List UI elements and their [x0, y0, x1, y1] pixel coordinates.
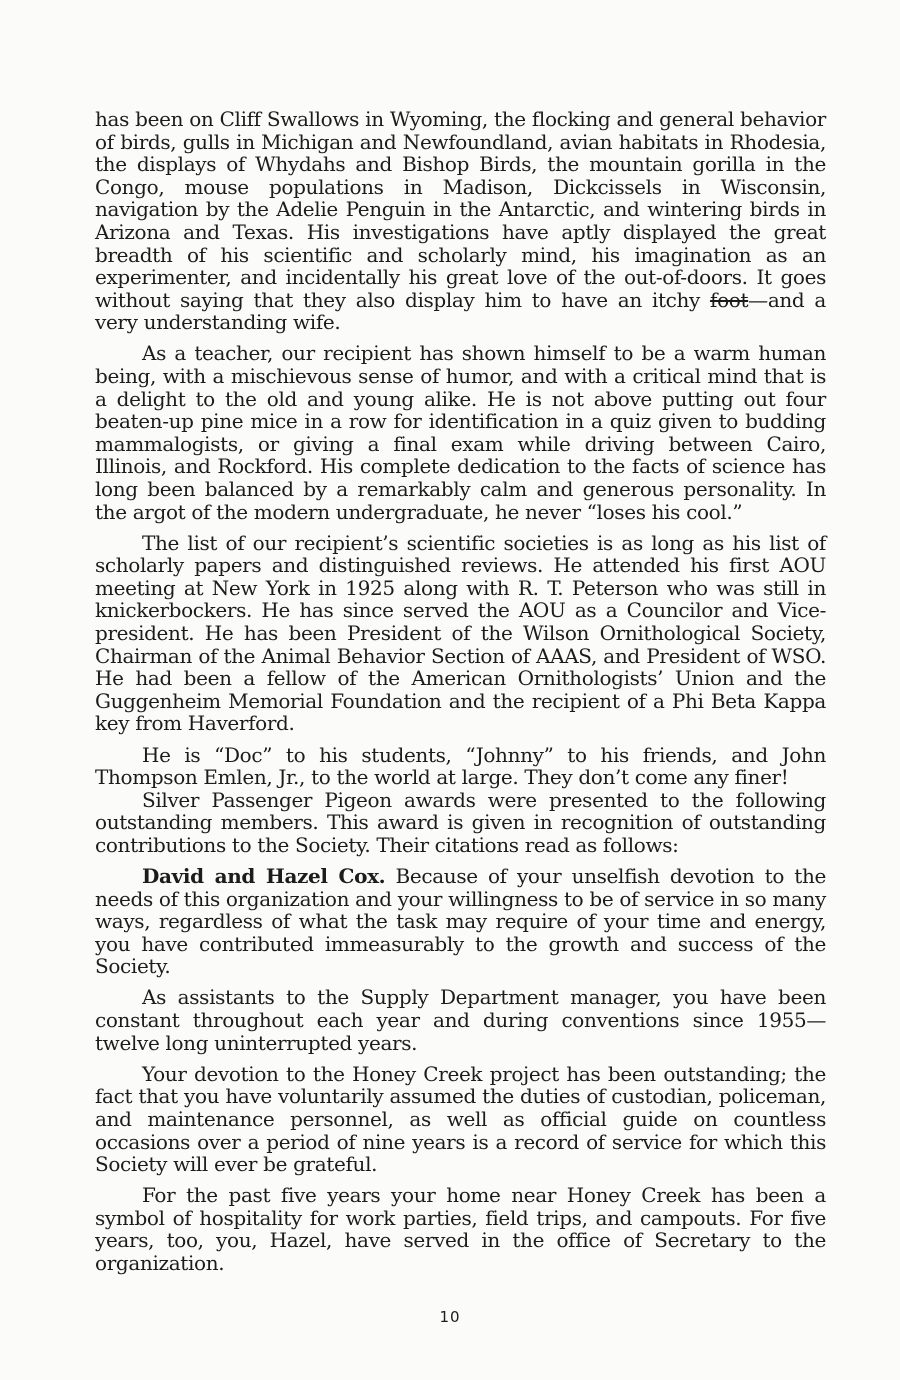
paragraph-text: has been on Cliff Swallows in Wyoming, the flocking and general behavior of birds, gulls in Michigan and Newfoundland, avian habitats in Rhodesia, the displays of Whydahs and Bishop Birds, the mountain gorilla in the Congo, mouse populations in Madison, Dickcissels in Wisconsin, navigation by the Adelie Penguin in the Antarctic, and wintering birds in Arizona and Texas. His investigations have aptly displayed the great breadth of his scientific and scholarly mind, his imagination as an experimenter, and incidentally his great love of the out-of-doors. It goes without saying that they also display him to have an itchy	[95, 107, 826, 312]
recipient-name: David and Hazel Cox.	[142, 864, 386, 888]
paragraph-text: —and a very understanding wife.	[95, 287, 827, 335]
struck-word: foot	[710, 287, 749, 312]
paragraph-supply-department: As assistants to the Supply Department manager, you have been constant throughout each year and during conventions since 1955—twelve long uninterrupted years.	[95, 985, 826, 1055]
paragraph-societies: The list of our recipient’s scientific societies is as long as his list of scholarly papers and distinguished reviews. He attended his first AOU meeting at New York in 1925 along with R. T. Peterson who was still in knickerbockers. He has since served the AOU as a Councilor and Vice-president. He has been President of the Wilson Ornithological Society, Chairman of the Animal Behavior Section of AAAS, and President of WSO. He had been a fellow of the American Ornithologists’ Union and the Guggenheim Memorial Foundation and the recipient of a Phi Beta Kappa key from Haverford.	[95, 530, 826, 736]
paragraph-cox-citation	[95, 865, 826, 978]
page-number: 10	[439, 1308, 461, 1326]
paragraph-doc: He is “Doc” to his students, “Johnny” to his friends, and John Thompson Emlen, Jr., to the world at large. They don’t come any finer!	[95, 742, 826, 790]
paragraph-awards-intro: Silver Passenger Pigeon awards were presented to the following outstanding members. This award is given in recognition of outstanding contributions to the Society. Their citations read as follows:	[95, 787, 826, 857]
paragraph-teacher: As a teacher, our recipient has shown himself to be a warm human being, with a mischievous sense of humor, and with a critical mind that is a delight to the old and young alike. He is not above putting out four beaten-up pine mice in a row for identification in a quiz given to budding mammalogists, or giving a final exam while driving between Cairo, Illinois, and Rockford. His complete dedication to the facts of science has long been balanced by a remarkably calm and generous personality. In the argot of the modern undergraduate, he never “loses his cool.”	[95, 341, 826, 524]
paragraph-honey-creek: Your devotion to the Honey Creek project has been outstanding; the fact that you have voluntarily assumed the duties of custodian, policeman, and maintenance personnel, as well as official guide on countless occasions over a period of nine years is a record of service for which this Society will ever be grateful.	[95, 1061, 826, 1177]
paragraph-hospitality: For the past five years your home near Honey Creek has been a symbol of hospitality for work parties, field trips, and campouts. For five years, too, you, Hazel, have served in the office of Secretary to the organization.	[95, 1183, 826, 1275]
paragraph-research-continued	[95, 108, 826, 334]
document-page	[95, 108, 826, 1283]
paragraph-text: Because of your unselfish devotion to the needs of this organization and your willingness to be of service in so many ways, regardless of what the task may require of your time and energy, you have contributed immeasurably to the growth and success of the Society.	[95, 864, 826, 979]
